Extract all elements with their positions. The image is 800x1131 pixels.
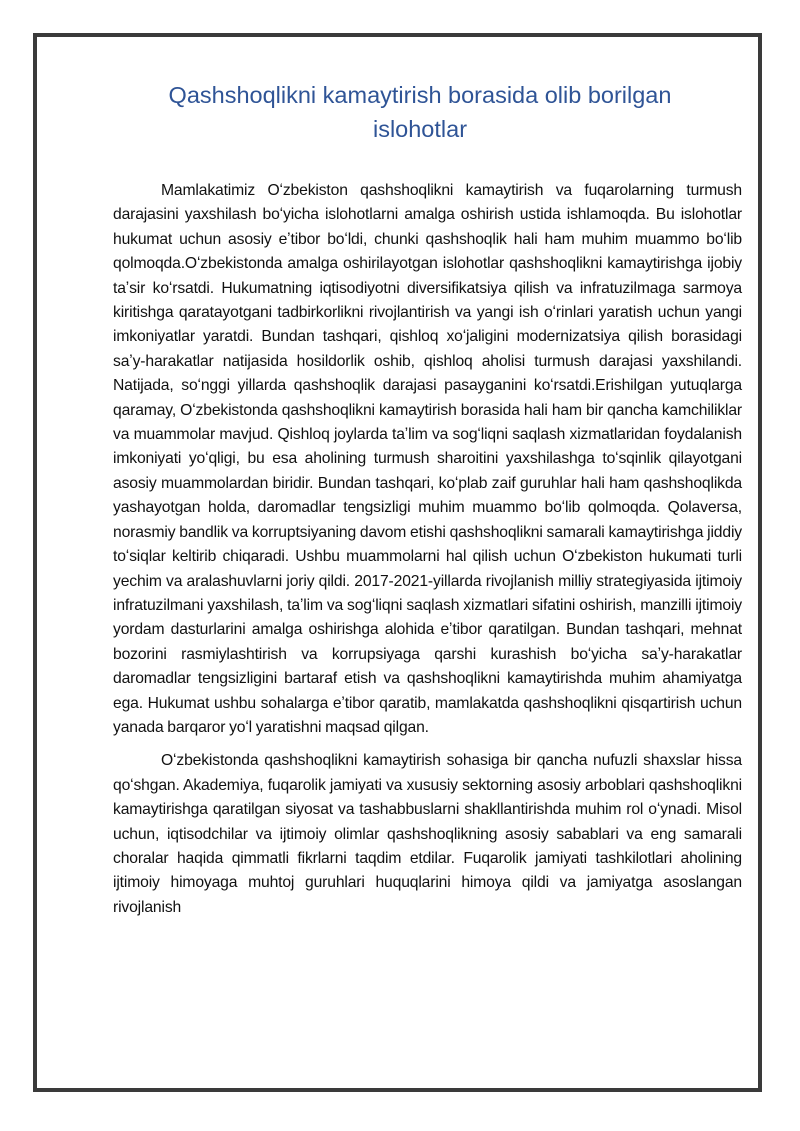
document-title: Qashshoqlikni kamaytirish borasida olib borilgan islohotlar [168, 82, 672, 142]
document-body [113, 179, 742, 929]
paragraph: Mamlakatimiz Oʻzbekiston qashshoqlikni kamaytirish va fuqarolarning turmush darajasini yaxshilash boʻyicha islohotlarni amalga oshirish ustida ishlamoqda. Bu islohotlar hukumat uchun asosiy eʼtibor boʻldi, chunki qashshoqlik hali ham muhim muammo boʻlib qolmoqda.Oʻzbekistonda amalga oshirilayotgan islohotlar qashshoqlikni kamaytirishga ijobiy taʼsir koʻrsatdi. Hukumatning iqtisodiyotni diversifikatsiya qilish va infratuzilmaga sarmoya kiritishga qaratayotgani tadbirkorlikni rivojlantirish va yangi ish oʻrinlari yaratish uchun yangi imkoniyatlar yaratdi. Bundan tashqari, qishloq xoʻjaligini modernizatsiya qilish borasidagi saʼy-harakatlar natijasida hosildorlik oshib, qishloq aholisi turmush darajasi yaxshilandi. Natijada, soʻnggi yillarda qashshoqlik darajasi pasayganini koʻrsatdi.Erishilgan yutuqlarga qaramay, Oʻzbekistonda qashshoqlikni kamaytirish borasida hali ham bir qancha kamchiliklar va muammolar mavjud. Qishloq joylarda taʼlim va sogʻliqni saqlash xizmatlaridan foydalanish imkoniyati yoʻqligi, bu esa aholining turmush sharoitini yaxshilashga toʻsqinlik qilayotgani asosiy muammolardan biridir. Bundan tashqari, koʻplab zaif guruhlar hali ham qashshoqlikda yashayotgan holda, daromadlar tengsizligi muhim muammo boʻlib qolmoqda. Qolaversa, norasmiy bandlik va korruptsiyaning davom etishi qashshoqlikni samarali kamaytirishga jiddiy toʻsiqlar keltirib chiqaradi. Ushbu muammolarni hal qilish uchun Oʻzbekiston hukumati turli yechim va aralashuvlarni joriy qildi. 2017-2021-yillarda rivojlanish milliy strategiyasida ijtimoiy infratuzilmani yaxshilash, taʼlim va sogʻliqni saqlash xizmatlari sifatini oshirish, manzilli ijtimoiy yordam dasturlarini amalga oshirishga alohida eʼtibor qaratilgan. Bundan tashqari, mehnat bozorini rasmiylashtirish va korrupsiyaga qarshi kurashish boʻyicha saʼy-harakatlar daromadlar tengsizligini bartaraf etish va qashshoqlikni kamaytirishda muhim ahamiyatga ega. Hukumat ushbu sohalarga eʼtibor qaratib, mamlakatda qashshoqlikni qisqartirish uchun yanada barqaror yoʻl yaratishni maqsad qilgan. [113, 182, 742, 736]
paragraph: Oʻzbekistonda qashshoqlikni kamaytirish sohasiga bir qancha nufuzli shaxslar hissa qoʻshgan. Akademiya, fuqarolik jamiyati va xususiy sektorning asosiy arboblari qashshoqlikni kamaytirishga qaratilgan siyosat va tashabbuslarni shakllantirishda muhim rol oʻynadi. Misol uchun, iqtisodchilar va ijtimoiy olimlar qashshoqlikning asosiy sabablari va eng samarali choralar haqida qimmatli fikrlarni taqdim etdilar. Fuqarolik jamiyati tashkilotlari aholining ijtimoiy himoyaga muhtoj guruhlari huquqlarini himoya qildi va jamiyatga asoslangan rivojlanish [113, 752, 742, 916]
